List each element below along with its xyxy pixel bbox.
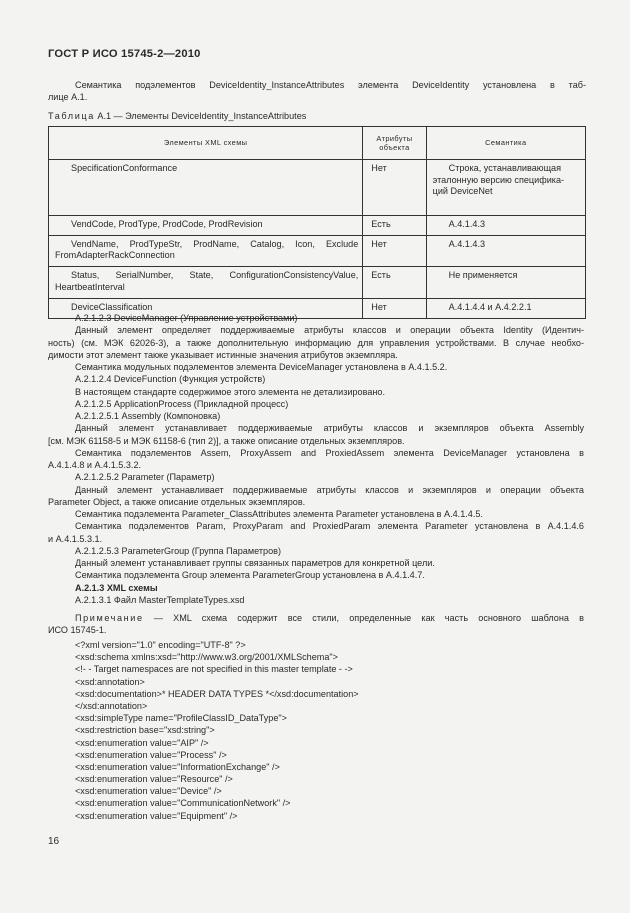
paragraph-line: Семантика подэлемента Parameter_ClassAttributes элемента Parameter установлена в А.4.1.4.5. [75,509,483,519]
header-object-attributes: Атрибуты объекта [363,127,426,160]
table-row [49,267,586,298]
cell-elements-line-2: HeartbeatInterval [55,281,125,292]
code-line: <xsd:enumeration value="Resource" /> [75,774,233,785]
section-heading: А.2.1.2.5 ApplicationProcess (Прикладной процесс) [75,398,289,409]
section-heading: А.2.1.2.4 DeviceFunction (Функция устройств) [75,374,266,385]
code-line: <xsd:enumeration value="CommunicationNetwork" /> [75,798,291,809]
section-heading-bold: А.2.1.3 XML схемы [75,582,158,593]
xml-code-block [75,639,359,822]
code-line: <xsd:enumeration value="Equipment" /> [75,810,238,821]
code-line: <!- - Target namespaces are not specified in this master template - -> [75,664,353,675]
note-line-1 [48,612,584,624]
code-line: <?xml version="1.0" encoding="UTF-8" ?> [75,640,246,650]
header-semantics: Семантика [426,127,585,160]
body-text [48,312,584,637]
paragraph-line: Семантика подэлементов Assem, ProxyAssem and ProxiedAssem элемента DeviceManager установлена в [75,447,584,458]
paragraph-line: Данный элемент устанавливает поддерживаемые атрибуты классов и экземпляров объекта Assembly [75,423,584,434]
code-line: <xsd:schema xmlns:xsd="http://www.w3.org/2001/XMLSchema"> [75,652,338,663]
code-line: <xsd:enumeration value="Process" /> [75,749,227,760]
note-prefix: Примечание [75,613,144,623]
cell-semantics-line: А.4.1.4.3 [448,238,486,249]
cell-attr: Нет [363,235,426,266]
table-row [49,160,586,216]
cell-elements-line-1: Status, SerialNumber, State, ConfigurationConsistencyValue, [71,270,359,281]
cell-elements: DeviceClassification [71,301,153,312]
intro-paragraph-line-2: лице А.1. [48,92,88,102]
note-text: — XML схема содержит все стили, определенные как часть основного шаблона в [143,613,584,623]
table-title-text: А.1 — Элементы DeviceIdentity_InstanceAttributes [94,111,307,121]
paragraph-line: ность) (см. МЭК 62026-3), а также дополнительную информацию для управления устройствами. В случае необхо- [48,337,584,348]
paragraph-line: Семантика подэлемента Group элемента ParameterGroup установлена в А.4.1.4.7. [75,570,425,581]
section-heading: А.2.1.3.1 Файл MasterTemplateTypes.xsd [75,594,245,605]
cell-elements: VendCode, ProdType, ProdCode, ProdRevision [71,219,263,229]
section-heading: А.2.1.2.3 DeviceManager (Управление устройствами) [75,313,298,323]
cell-semantics-line: Не применяется [448,270,518,281]
header-xml-elements: Элементы XML схемы [49,127,363,160]
cell-attr: Нет [363,298,426,318]
cell-attr: Есть [363,267,426,298]
paragraph-line: Данный элемент устанавливает поддерживаемые атрибуты классов и экземпляров и операции объекта [75,484,584,495]
table-title [48,111,306,121]
cell-semantics-line: ций DeviceNet [432,186,493,197]
code-line: <xsd:simpleType name="ProfileClassID_DataType"> [75,713,287,724]
code-line: </xsd:annotation> [75,700,148,711]
section-heading: А.2.1.2.5.2 Parameter (Параметр) [75,472,215,483]
table-row [49,235,586,266]
code-line: <xsd:enumeration value="AIP" /> [75,737,209,748]
paragraph-line: димости этот элемент также указывает истинные значения атрибутов экземпляра. [48,349,398,360]
cell-elements: SpecificationConformance [71,163,178,173]
cell-attr: Нет [363,160,426,216]
intro-paragraph-line-1: Семантика подэлементов DeviceIdentity_InstanceAttributes элемента DeviceIdentity установлена в таб- [75,80,586,90]
paragraph-line: А.4.1.4.8 и А.4.1.5.3.2. [48,460,142,470]
cell-semantics-line: эталонную версию специфика- [432,174,565,185]
table-row [49,216,586,236]
document-header: ГОСТ Р ИСО 15745-2—2010 [48,48,201,60]
paragraph-line: В настоящем стандарте содержимое этого элемента не детализировано. [75,386,385,397]
table-title-prefix: Таблица [48,111,95,121]
section-heading: А.2.1.2.5.1 Assembly (Компоновка) [75,411,221,421]
cell-semantics-line: Строка, устанавливающая [448,163,562,173]
paragraph-line: Семантика подэлементов Param, ProxyParam and ProxiedParam элемента Parameter установлена в А.4.1.4.6 [75,521,584,532]
code-line: <xsd:enumeration value="Device" /> [75,786,222,797]
cell-elements-line-1: VendName, ProdTypeStr, ProdName, Catalog, Icon, Exclude [71,238,359,249]
cell-elements-line-2: FromAdapterRackConnection [55,250,175,261]
paragraph-line: Parameter Object, а также описание отдельных экземпляров. [48,496,306,507]
paragraph-line: Данный элемент устанавливает группы связанных параметров для конкретной цели. [75,558,435,568]
code-line: <xsd:restriction base="xsd:string"> [75,725,215,736]
code-line: <xsd:enumeration value="InformationExchange" /> [75,761,280,772]
code-line: <xsd:documentation>* HEADER DATA TYPES *</xsd:documentation> [75,688,359,699]
cell-semantics-line: А.4.1.4.3 [448,219,486,229]
code-line: <xsd:annotation> [75,676,145,687]
page-number: 16 [48,836,60,847]
section-heading: А.2.1.2.5.3 ParameterGroup (Группа Параметров) [75,545,281,556]
paragraph-line: Семантика модульных подэлементов элемента DeviceManager установлена в А.4.1.5.2. [75,362,448,372]
paragraph-line: и А.4.1.5.3.1. [48,533,103,544]
cell-semantics-line: А.4.1.4.4 и А.4.2.2.1 [448,301,532,312]
note-line-2: ИСО 15745-1. [48,625,107,636]
table-header-row [49,127,586,160]
cell-attr: Есть [363,216,426,236]
elements-table [48,126,586,319]
paragraph-line: Данный элемент определяет поддерживаемые атрибуты классов и операции объекта Identity (Идентич- [75,325,584,336]
paragraph-line: [см. МЭК 61158-5 и МЭК 61158-6 (тип 2)], а также описание отдельных экземпляров. [48,435,405,446]
